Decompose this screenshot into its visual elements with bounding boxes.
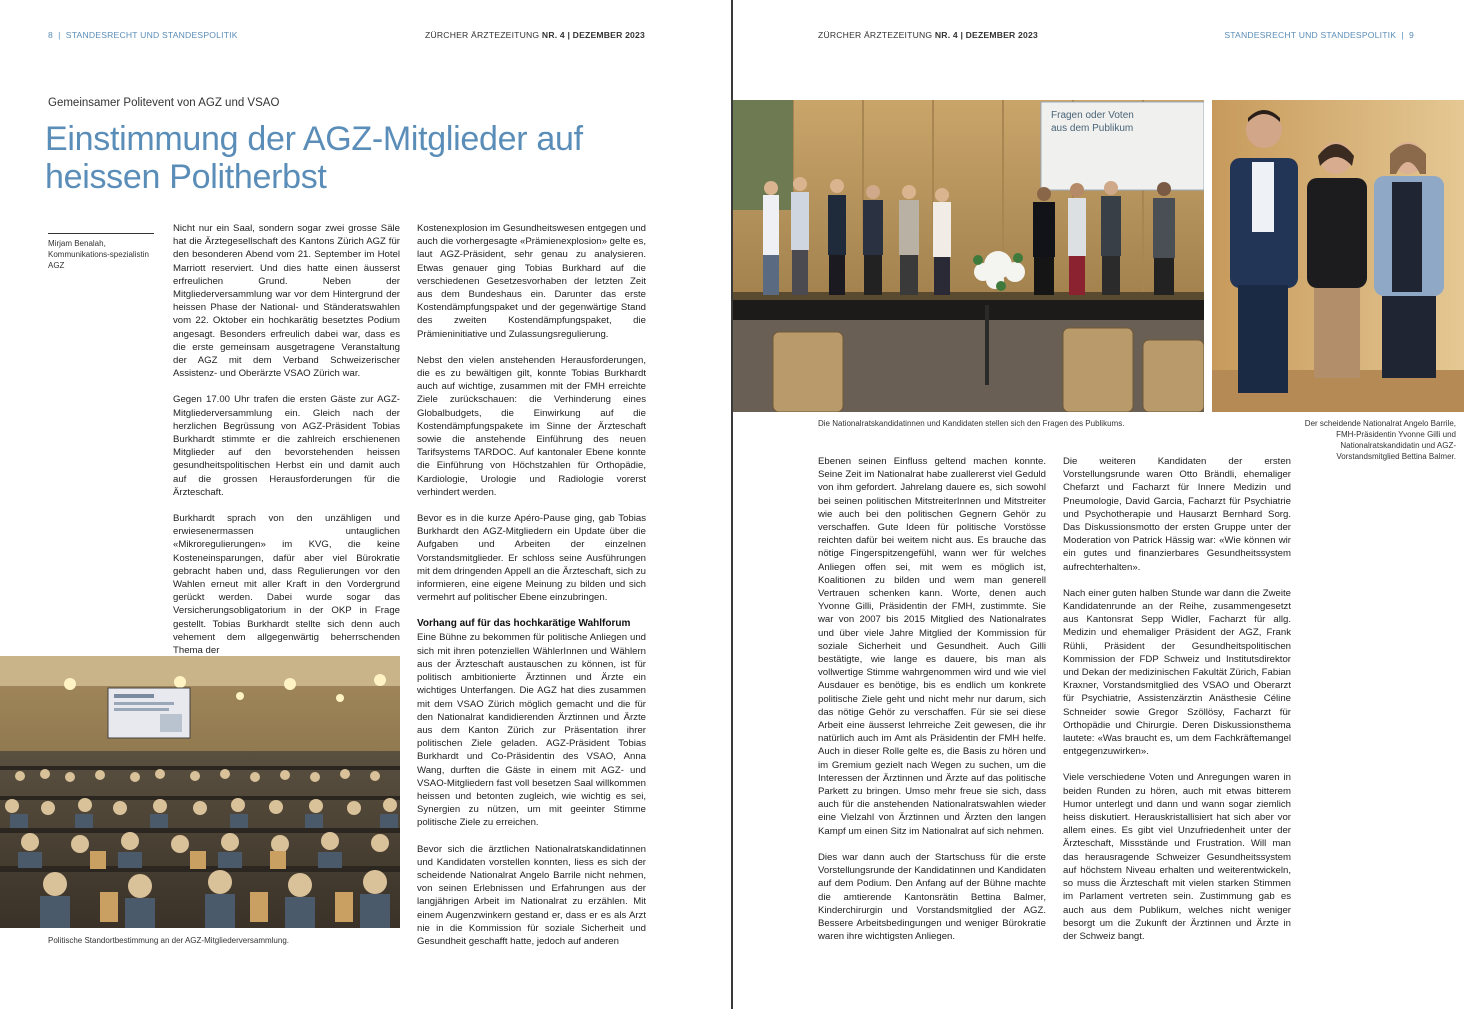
- slide-title-line: Fragen oder Voten: [1051, 110, 1134, 121]
- audience-hall-image: [0, 656, 400, 928]
- stage-image: [733, 100, 1204, 412]
- right-page-header: STANDESRECHT UND STANDESPOLITIK | 9: [1224, 30, 1414, 40]
- left-page-header: 8 | STANDESRECHT UND STANDESPOLITIK: [48, 30, 238, 40]
- article-kicker: Gemeinsamer Politevent von AGZ und VSAO: [48, 97, 280, 109]
- paragraph: Bevor sich die ärztlichen Nationalratskandidatinnen und Kandidaten vorstellen konnten, liess es sich der scheidende Nationalrat Angelo Barrile nicht nehmen, von seinen Erlebnissen und Erfahrungen aus der langjährigen Arbeit im Nationalrat zu erzählen. Mit einem Augenzwinkern gestand er, dass er es als Arzt nie in die Kommission für soziale Sicherheit und Gesundheit geschafft hatte, jedoch auf anderen: [417, 843, 646, 947]
- author-byline: Mirjam Benalah, Kommunikations-spezialistin AGZ: [48, 239, 149, 270]
- left-column-2: [417, 222, 646, 948]
- paragraph: Bevor es in die kurze Apéro-Pause ging, gab Tobias Burkhardt den AGZ-Mitgliedern ein Update über die Aufgaben und Arbeiten der einzelnen Vorstandsmitglieder. Er schloss seine Ausführungen mit dem dringenden Appell an die Ärzteschaft, sich zu informieren, eine eigene Meinung zu bilden und sich vermehrt auf politischer Ebene einzubringen.: [417, 513, 646, 604]
- right-page: [733, 0, 1464, 1009]
- left-column-1: [173, 222, 400, 657]
- issue-label: NR. 4 | DEZEMBER 2023: [934, 30, 1038, 40]
- page-number: 8: [48, 30, 53, 40]
- publication-name: ZÜRCHER ÄRZTEZEITUNG: [425, 30, 540, 40]
- paragraph: Nicht nur ein Saal, sondern sogar zwei grosse Säle hat die Ärztegesellschaft des Kantons Zürich AGZ für den besonderen Abend vom 21. September im Hotel Marriott reserviert. Und dies hatte einen äusserst erfreulichen Grund. Neben der Mitgliederversammlung war vor dem Hintergrund der heissen Phase der National- und Ständeratswahlen vom 22. Oktober ein hochkarätig besetztes Podium angesagt. Besonders erfreulich dabei war, dass es die erste gemeinsam ausgetragene Veranstaltung der AGZ mit dem Verband Schweizerischer Assistenz- und Oberärzte VSAO Zürich war.: [173, 223, 400, 380]
- paragraph: Nach einer guten halben Stunde war dann die Zweite Kandidatenrunde an der Reihe, zusammengesetzt aus Kantonsrat Sepp Widler, Facharzt für allg. Medizin und ehemaliger Präsident der AGZ, Frank Rühli, Präsident der Gesundheitspolitischen Kommission der FDP Schweiz und Institutsdirektor und Dekan der medizinischen Fakultät Zürich, Fabian Kraxner, Vorstandsmitglied des VSAO und Oberarzt für Psychiatrie, Assistenzärztin Anästhesie Céline Schneider sowie Gregor Szöllösy, Facharzt für Orthopädie und Chirurgie. Deren Diskussionsthema lautete: «Was braucht es, um dem Fachkräftemangel entgegenzuwirken».: [1063, 587, 1291, 758]
- publication-header: [425, 30, 645, 40]
- left-page: [0, 0, 731, 1009]
- paragraph: Die weiteren Kandidaten der ersten Vorstellungsrunde waren Otto Brändli, ehemaliger Chefarzt und Facharzt für Innere Medizin und Pneumologie, David Garcia, Facharzt für Psychiatrie und Psychotherapie und Hausarzt Bernhard Sorg. Das Diskussionsmotto der ersten Gruppe unter der Moderation von Patrick Hässig war: «Wie können wir ein gutes und finanzierbares Gesundheitssystem aufrechterhalten».: [1063, 456, 1291, 573]
- section-title: STANDESRECHT UND STANDESPOLITIK: [1224, 30, 1397, 40]
- slide-title-line: aus dem Publikum: [1051, 123, 1134, 134]
- publication-header: [818, 30, 1038, 40]
- issue-label: NR. 4 | DEZEMBER 2023: [541, 30, 645, 40]
- stage-photo-caption: Die Nationalratskandidatinnen und Kandidaten stellen sich den Fragen des Publikums.: [818, 419, 1125, 428]
- right-column-2: [1063, 455, 1291, 943]
- paragraph: Gegen 17.00 Uhr trafen die ersten Gäste zur AGZ-Mitgliederversammlung ein. Gleich nach der herzlichen Begrüssung von AGZ-Präsident Tobias Burkhardt stimmte er die zahlreich erschienenen Mitglieder auf den bevorstehenden heissen gesundheitspolitischen Herbst ein und damit auch auf die grossen Herausforderungen für die Ärzteschaft.: [173, 394, 400, 498]
- article-headline: Einstimmung der AGZ-Mitglieder auf heissen Politherbst: [45, 120, 583, 196]
- paragraph: Ebenen seinen Einfluss geltend machen konnte. Seine Zeit im Nationalrat habe zuallererst viel Geduld von ihm gefordert. Jahrelang dauere es, sich sowohl bei seinen politischen MitstreiterInnen und Mitstreiter wie auch bei den politischen Gegnern Gehör zu verschaffen. Gute Ideen für politische Vorstösse reichten dafür bei weitem nicht aus. Es brauche das nötige Fingerspitzengefühl, wann wer für welches Anliegen offen sei, mit wem es möglich ist, Koalitionen zu bilden und wem man generell Vertrauen schenken kann. Worte, denen auch Yvonne Gilli, Präsidentin der FMH, zustimmte. Sie war von 2007 bis 2015 Mitglied des Nationalrates und über viele Jahre Mitglied der Kommission für soziale Sicherheit und Gesundheit. Auch Gilli bestätigte, wie lange es dauere, bis man als vollwertige Stimme wahrgenommen wird und wie viel Ausdauer es benötige, bis es endlich um konkrete politische Ziele geht und nicht mehr nur darum, sich das nötige Gehör zu verschaffen. Für sie sei diese Arbeit eine äusserst lehrreiche Zeit gewesen, die ihr natürlich auch im Amt als Präsidentin der FMH helfe. Auch in dieser Rolle gelte es, die Basis zu hören und im Gremium gezielt nach Wegen zu suchen, um die Interessen der Ärztinnen und Ärzte auf das politische Parkett zu bringen. Umso mehr freue sie sich, dass auch für die anstehenden Nationalratswahlen wieder eine Vielzahl von Ärztinnen und Ärzten den langen Kampf um einen Sitz im Nationalrat auf sich nehmen.: [818, 456, 1046, 837]
- audience-photo-caption: Politische Standortbestimmung an der AGZ-Mitgliederversammlung.: [48, 936, 289, 945]
- paragraph: Burkhardt sprach von den unzähligen und erwiesenermassen untauglichen «Mikroregulierungen» im KVG, die keine Kosteneinsparungen, dafür aber viel Bürokratie gebracht haben und, dass Regulierungen vor den Wahlen erneut mit aller Kraft in den Vordergrund gerückt werden. Dabei wurde sogar das Versicherungsobligatorium in der OKP in Frage gestellt. Tobias Burkhardt stellte sich denn auch vehement dem allgegenwärtig beherrschenden Thema der: [173, 513, 400, 657]
- author-divider: [48, 233, 154, 234]
- portrait-photo-caption: Der scheidende Nationalrat Angelo Barrile, FMH-Präsidentin Yvonne Gilli und Nationalratskandidatin und AGZ-Vorstandsmitglied Bettina Balmer.: [1304, 419, 1456, 461]
- right-column-1: [818, 455, 1046, 943]
- portrait-image: [1212, 100, 1464, 412]
- stage-photo: [733, 100, 1204, 412]
- paragraph: Kostenexplosion im Gesundheitswesen entgegen und auch die vorhergesagte «Prämienexplosion» gelte es, laut AGZ-Präsident, sehr genau zu analysieren. Etwas genauer ging Tobias Burkhard auf die verschiedenen Gesetzesvorhaben der letzten Zeit aus dem Bundeshaus ein. Darunter das erste Kostendämpfungspaket und der gegenwärtige Stand des zweiten Kostendämpfungspaket, die Prämieninitiative und Zulassungsregulierung.: [417, 223, 646, 340]
- subheading: Vorhang auf für das hochkarätige Wahlforum: [417, 618, 631, 630]
- section-title: STANDESRECHT UND STANDESPOLITIK: [65, 30, 238, 40]
- paragraph: Dies war dann auch der Startschuss für die erste Vorstellungsrunde der Kandidatinnen und Kandidaten auf dem Podium. Den Anfang auf der Bühne machte die amtierende Kantonsrätin Bettina Balmer, Kinderchirurgin und Vorstandsmitglied der AGZ. Bessere Arbeitsbedingungen und weniger Bürokratie waren ihre wichtigsten Anliegen.: [818, 851, 1046, 943]
- page-number: 9: [1409, 30, 1414, 40]
- paragraph: Eine Bühne zu bekommen für politische Anliegen und sich mit ihren potenziellen WählerInnen und Wählern aus der Ärzteschaft austauschen zu können, ist für politisch ambitionierte Ärztinnen und Ärzte ein wichtiges Unterfangen. Die AGZ hat dies zusammen mit dem VSAO Zürich möglich gemacht und die für den Nationalrat kandidierenden Ärztinnen und Ärzte aus dem Kanton Zürich zur Präsentation ihrer politischen Ziele geladen. AGZ-Präsident Tobias Burkhardt und Co-Präsidentin des VSAO, Anna Wang, durften die Gäste in einem mit AGZ- und VSAO-Mitgliedern fast voll besetzen Saal willkommen heissen und betonten zugleich, wie wichtig es sei, Synergien zu nützen, um mit geeinter Stimme politische Ziele zu erreichen.: [417, 632, 646, 829]
- audience-hall-photo: [0, 656, 400, 928]
- publication-name: ZÜRCHER ÄRZTEZEITUNG: [818, 30, 933, 40]
- portrait-photo: [1212, 100, 1464, 412]
- paragraph: Nebst den vielen anstehenden Herausforderungen, die es zu bewältigen gilt, konnte Tobias Burkhardt auch auf wichtige, zusammen mit der FMH erreichte Ziele zurückschauen: die Verhinderung eines Globalbudgets, die Einwirkung auf die Kostendämpfungspakete im Sinne der Ärzteschaft sowie die anstehende Einführung des neuen Tarifsystems TARDOC. Auf kantonaler Ebene konnte die Einführung von Höchstzahlen für Orthopädie, Kardiologie, Urologie und Radiologie vorerst verhindert werden.: [417, 354, 646, 498]
- paragraph: Viele verschiedene Voten und Anregungen waren in beiden Runden zu hören, auch mit etwas bitterem Humor unterlegt und dann und wann sogar ziemlich heiss diskutiert. Herauskristallisiert hat sich aber vor allem eines. Es gibt viel Unzufriedenheit unter der Ärzteschaft, Missstände und Frustration. Will man das herausragende Schweizer Gesundheitssystem auf höchstem Niveau erhalten und weiterentwickeln, so muss die Ärzteschaft mit vielen starken Stimmen im Parlament vertreten sein. Zustimmung gab es auch aus dem Publikum, welches nicht weniger besorgt um die Zukunft der Ärztinnen und Ärzte in der Schweiz bangt.: [1063, 772, 1291, 942]
